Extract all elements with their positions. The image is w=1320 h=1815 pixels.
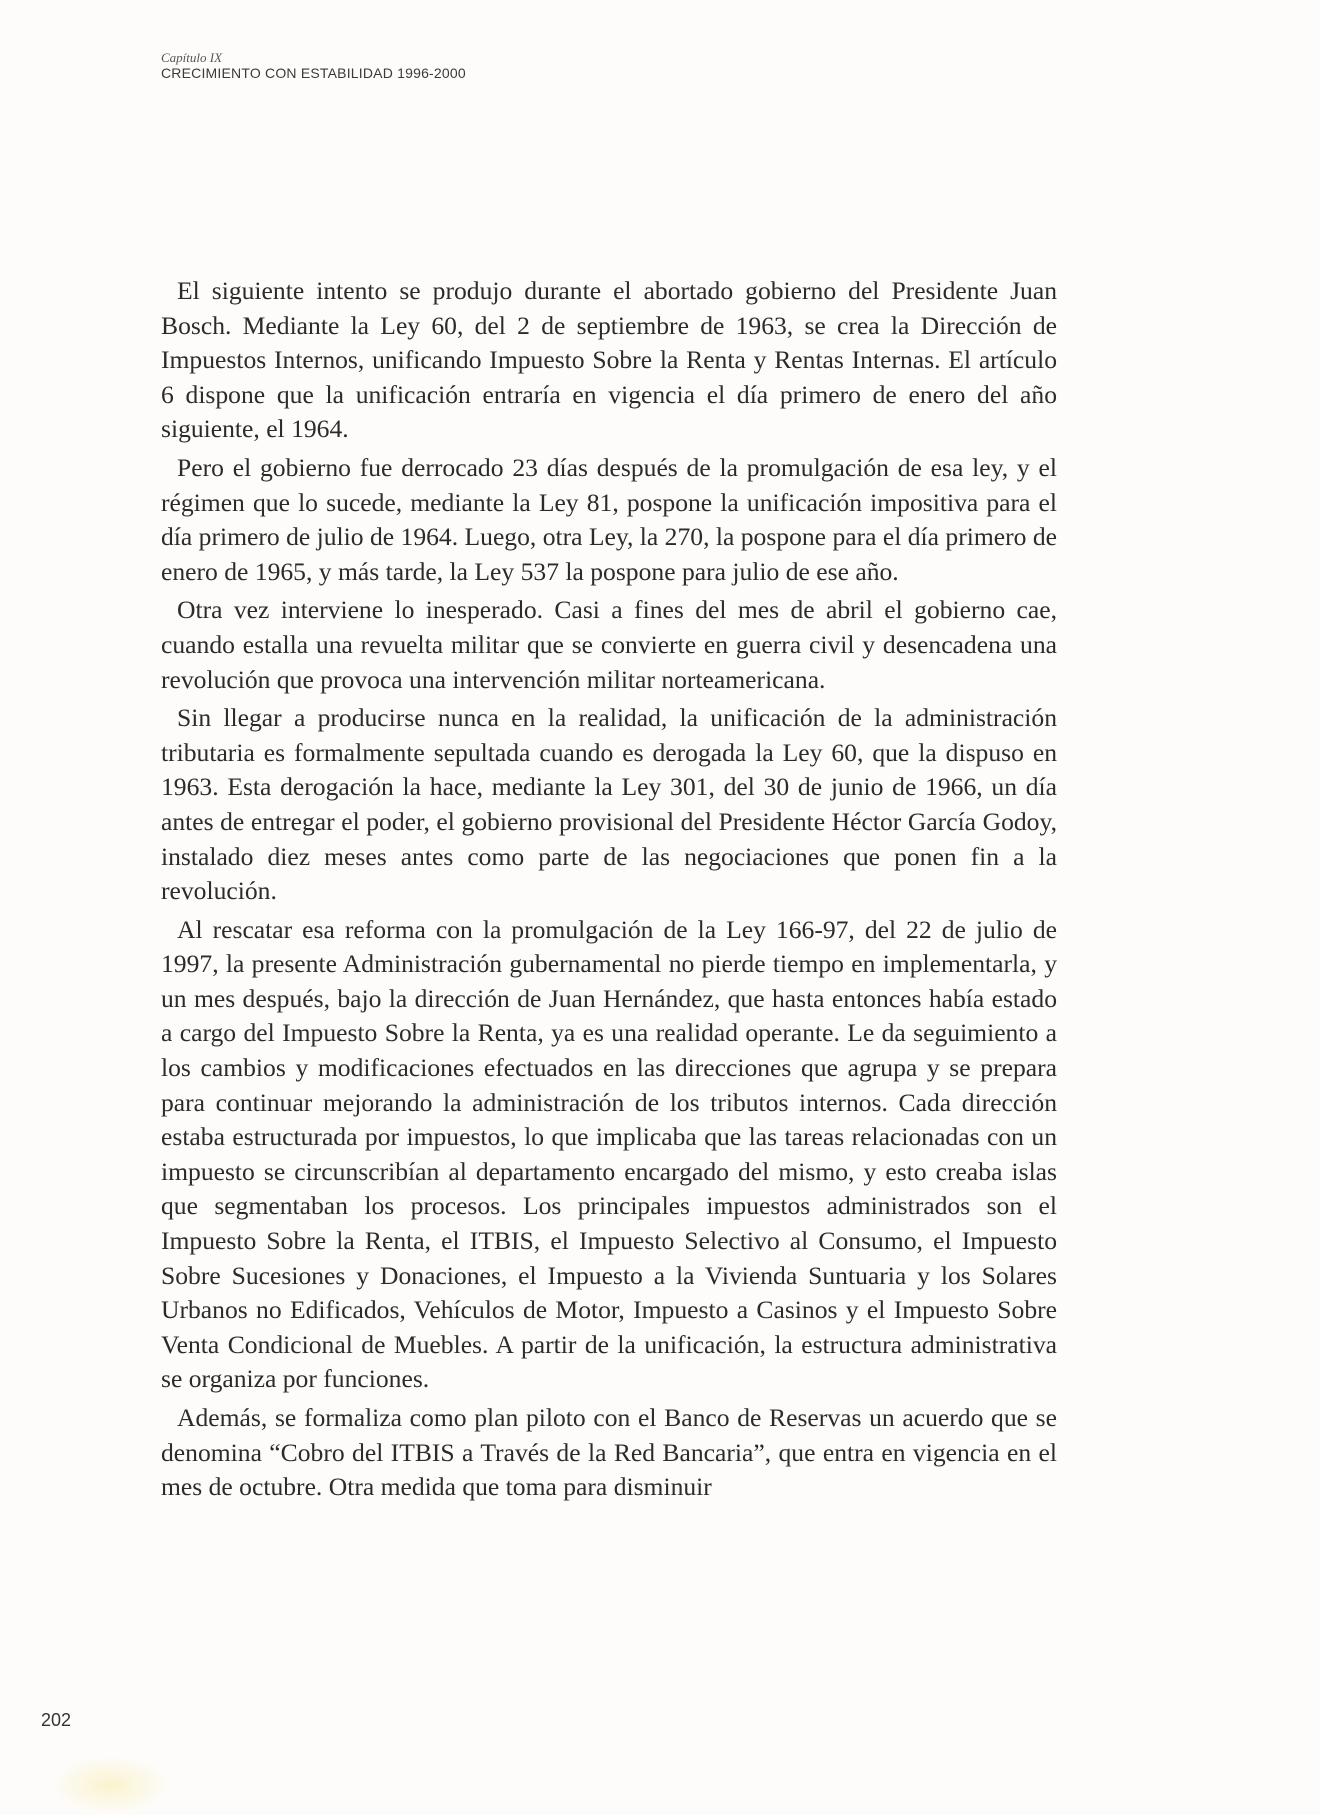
paragraph: El siguiente intento se produjo durante el abortado gobierno del Presidente Juan Bosch. Mediante la Ley 60, del 2 de septiembre de 1963, se crea la Dirección de Impuestos Internos, unificando Impuesto Sobre la Renta y Rentas Internas. El artículo 6 dispone que la unificación entraría en vigencia el día primero de enero del año siguiente, el 1964. — [161, 276, 1057, 444]
paragraph: Al rescatar esa reforma con la promulgación de la Ley 166-97, del 22 de julio de 1997, la presente Administración gubernamental no pierde tiempo en implementarla, y un mes después, bajo la dirección de Juan Hernández, que hasta entonces había estado a cargo del Impuesto Sobre la Renta, ya es una realidad operante. Le da seguimiento a los cambios y modificaciones efectuados en las direcciones que agrupa y se prepara para continuar mejorando la administración de los tributos internos. Cada dirección estaba estructurada por impuestos, lo que implicaba que las tareas relacionadas con un impuesto se circunscribían al departamento encargado del mismo, y esto creaba islas que segmentaban los procesos. Los principales impuestos administrados son el Impuesto Sobre la Renta, el ITBIS, el Impuesto Selectivo al Consumo, el Impuesto Sobre Sucesiones y Donaciones, el Impuesto a la Vivienda Suntuaria y los Solares Urbanos no Edificados, Vehículos de Motor, Impuesto a Casinos y el Impuesto Sobre Venta Condicional de Muebles. A partir de la unificación, la estructura administrativa se organiza por funciones. — [161, 914, 1057, 1394]
paragraph: Pero el gobierno fue derrocado 23 días después de la promulgación de esa ley, y el régimen que lo sucede, mediante la Ley 81, pospone la unificación impositiva para el día primero de julio de 1964. Luego, otra Ley, la 270, la pospone para el día primero de enero de 1965, y más tarde, la Ley 537 la pospone para julio de ese año. — [161, 452, 1057, 586]
paragraph: Otra vez interviene lo inesperado. Casi a fines del mes de abril el gobierno cae, cuando estalla una revuelta militar que se convierte en guerra civil y desencadena una revolución que provoca una intervención militar norteamericana. — [161, 595, 1057, 694]
chapter-kicker: Capítulo IX — [161, 50, 223, 65]
body-text — [161, 274, 1057, 1509]
paper-stain — [50, 1755, 170, 1815]
paragraph: Sin llegar a producirse nunca en la realidad, la unificación de la administración tributaria es formalmente sepultada cuando es derogada la Ley 60, que la dispuso en 1963. Esta derogación la hace, mediante la Ley 301, del 30 de junio de 1966, un día antes de entregar el poder, el gobierno provisional del Presidente Héctor García Godoy, instalado diez meses antes como parte de las negociaciones que ponen fin a la revolución. — [161, 703, 1057, 906]
running-header — [161, 50, 861, 82]
paragraph: Además, se formaliza como plan piloto con el Banco de Reservas un acuerdo que se denomina “Cobro del ITBIS a Través de la Red Bancaria”, que entra en vigencia en el mes de octubre. Otra medida que toma para disminuir — [161, 1403, 1057, 1502]
chapter-title: CRECIMIENTO CON ESTABILIDAD 1996-2000 — [161, 65, 466, 81]
page-number: 202 — [41, 1710, 72, 1730]
